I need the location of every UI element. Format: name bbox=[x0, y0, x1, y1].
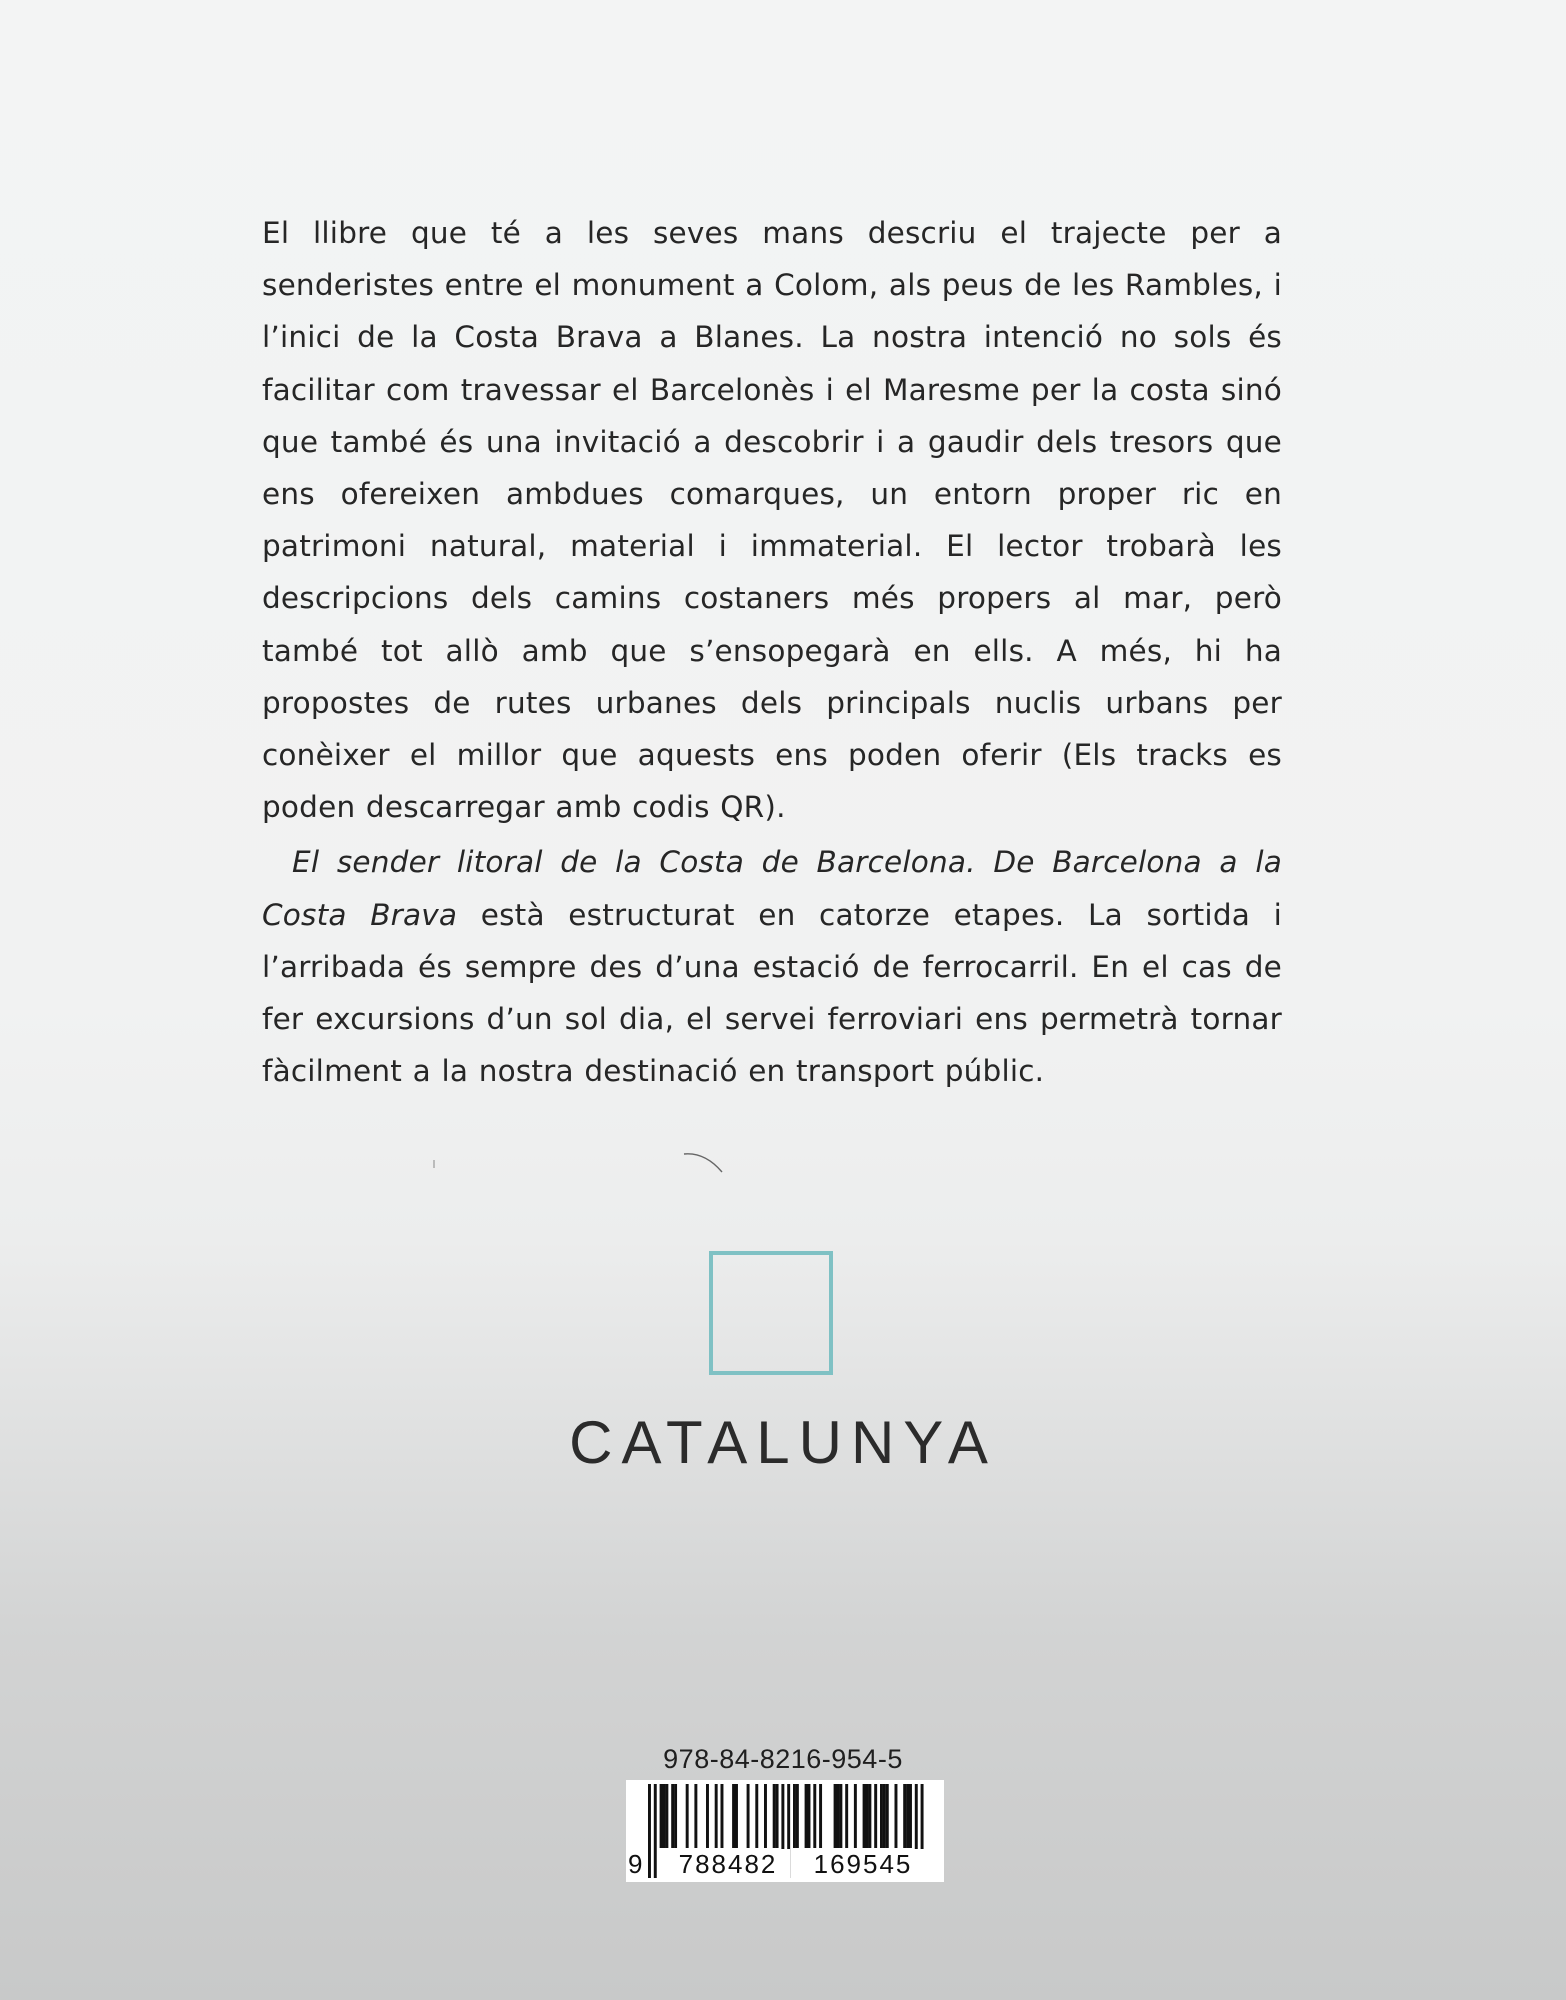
barcode-bar bbox=[706, 1784, 709, 1848]
isbn-number: 978-84-8216-954-5 bbox=[663, 1744, 903, 1774]
barcode-bar bbox=[764, 1784, 767, 1848]
barcode-bar bbox=[732, 1784, 735, 1848]
barcode-bar bbox=[886, 1784, 889, 1848]
barcode-bar bbox=[663, 1784, 666, 1848]
barcode-bar bbox=[808, 1784, 811, 1848]
barcode-bar bbox=[747, 1784, 750, 1848]
barcode-bar bbox=[671, 1784, 674, 1848]
book-title-italic: El sender litoral de la Costa de Barcelona. De Barcelona a la Costa Brava bbox=[262, 845, 1282, 932]
barcode-bar bbox=[686, 1784, 689, 1848]
barcode-bar bbox=[796, 1784, 799, 1848]
barcode-left-digits: 788482 bbox=[666, 1849, 790, 1879]
back-cover-blurb bbox=[262, 207, 1282, 1097]
barcode-bar bbox=[895, 1784, 898, 1848]
barcode-first-digit: 9 bbox=[628, 1849, 643, 1879]
isbn-barcode bbox=[626, 1780, 944, 1882]
barcode-bar bbox=[755, 1784, 758, 1848]
barcode-bar bbox=[665, 1784, 668, 1848]
blurb-paragraph-1: El llibre que té a les seves mans descriu el trajecte per a senderistes entre el monument a Colom, als peus de les Rambles, i l’inici de la Costa Brava a Blanes. La nostra intenció no sols és facilitar com travessar el Barcelonès i el Maresme per la costa sinó que també és una invitació a descobrir i a gaudir dels tresors que ens ofereixen ambdues comarques, un entorn proper ric en patrimoni natural, material i immaterial. El lector trobarà les descripcions dels camins costaners més propers al mar, però també tot allò amb que s’ensopegarà en ells. A més, hi ha propostes de rutes urbanes dels principals nuclis urbans per conèixer el millor que aquests ens poden oferir (Els tracks es poden descarregar amb codis QR). bbox=[262, 216, 1282, 825]
barcode-bar bbox=[694, 1784, 697, 1848]
barcode-bar bbox=[845, 1784, 848, 1848]
blurb-paragraph-2 bbox=[262, 836, 1282, 1097]
barcode-bar bbox=[773, 1784, 776, 1848]
barcode-bar bbox=[793, 1784, 796, 1848]
barcode-bar bbox=[735, 1784, 738, 1848]
catalunya-logo-square bbox=[709, 1251, 833, 1375]
barcode-bar bbox=[819, 1784, 822, 1848]
barcode-bar bbox=[715, 1784, 718, 1848]
barcode-bar bbox=[874, 1784, 877, 1848]
barcode-bar bbox=[834, 1784, 837, 1848]
blurb-paragraph-2-text: està estructurat en catorze etapes. La sortida i l’arribada és sempre des d’una estació de ferrocarril. En el cas de fer excursions d’un sol dia, el servei ferroviari ens permetrà tornar fàcilment a la nostra destinació en transport públic. bbox=[262, 897, 1282, 1089]
barcode-bar bbox=[776, 1784, 779, 1848]
barcode-bar bbox=[903, 1784, 906, 1848]
barcode-bar bbox=[883, 1784, 886, 1848]
barcode-bar bbox=[906, 1784, 909, 1848]
barcode-bar bbox=[674, 1784, 677, 1848]
barcode-bar bbox=[837, 1784, 840, 1848]
barcode-bar bbox=[866, 1784, 869, 1848]
barcode-bar bbox=[909, 1784, 912, 1848]
barcode-bar bbox=[813, 1784, 816, 1848]
barcode-bar bbox=[863, 1784, 866, 1848]
barcode-bar bbox=[721, 1784, 724, 1848]
barcode-bar bbox=[854, 1784, 857, 1848]
barcode-bar bbox=[660, 1784, 663, 1848]
barcode-bar bbox=[839, 1784, 842, 1848]
barcode-digits bbox=[626, 1849, 944, 1879]
barcode-right-digits: 169545 bbox=[801, 1849, 925, 1879]
barcode-bar bbox=[805, 1784, 808, 1848]
barcode-bar bbox=[880, 1784, 883, 1848]
barcode-bar bbox=[868, 1784, 871, 1848]
catalunya-logo-text: CATALUNYA bbox=[569, 1409, 997, 1476]
